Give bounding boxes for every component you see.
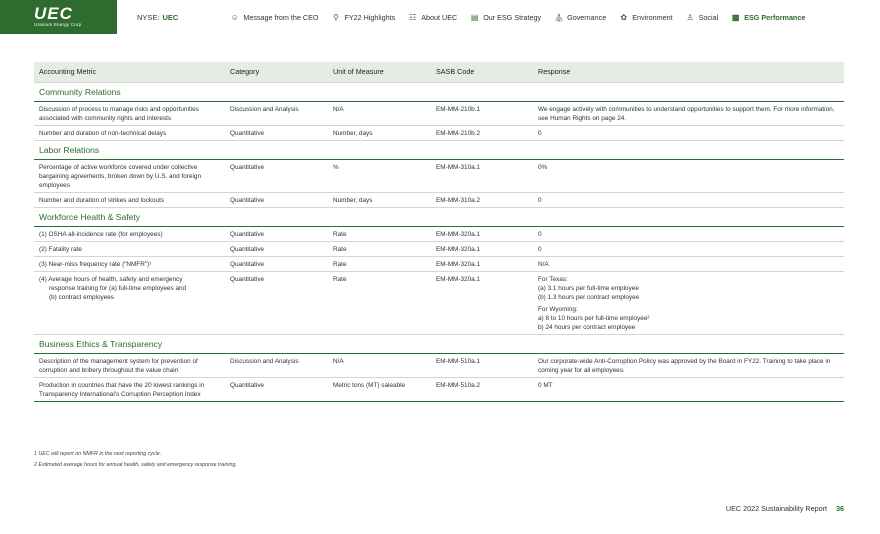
response-cell bbox=[533, 271, 844, 334]
response-cell: Our corporate-wide Anti-Corruption Policy was approved by the Board in FY22. Training to take place in coming year for all employees. bbox=[538, 357, 831, 374]
unit-cell: Rate bbox=[328, 271, 431, 334]
main-nav bbox=[230, 13, 805, 22]
nav-label: Governance bbox=[567, 12, 607, 22]
nav-label: About UEC bbox=[421, 12, 458, 22]
leaf-icon: ✿ bbox=[620, 12, 628, 22]
code-cell: EM-MM-210b.1 bbox=[436, 105, 481, 113]
response-cell: We engage actively with communities to understand opportunities to support them. For more information, see Human Rights on page 24. bbox=[538, 105, 835, 122]
header-sasb-code: SASB Code bbox=[431, 62, 533, 82]
response-line: b) 24 hours per contract employee bbox=[538, 323, 636, 331]
nav-item-esg-strategy[interactable] bbox=[470, 13, 541, 22]
section-title: Workforce Health & Safety bbox=[34, 207, 844, 226]
nav-label: FY22 Highlights bbox=[344, 12, 396, 22]
logo-mark: UEC bbox=[34, 4, 73, 23]
ceo-icon: ☺ bbox=[230, 12, 239, 22]
header-unit-of-measure: Unit of Measure bbox=[328, 62, 431, 82]
response-cell: N/A bbox=[533, 256, 844, 271]
metric-cell: Description of the management system for prevention of corruption and bribery throughout the value chain bbox=[39, 357, 198, 374]
table-row bbox=[34, 256, 844, 271]
nav-item-environment[interactable] bbox=[619, 13, 672, 22]
metric-cell: Percentage of active workforce covered under collective bargaining agreements, broken down by U.S. and foreign employees bbox=[39, 163, 201, 189]
table-row bbox=[34, 353, 844, 377]
company-logo[interactable] bbox=[0, 0, 117, 34]
response-cell: 0 bbox=[538, 230, 542, 238]
code-cell: EM-MM-310a.1 bbox=[436, 163, 481, 171]
table-row bbox=[34, 159, 844, 192]
footnotes bbox=[34, 451, 237, 473]
sasb-metrics-table bbox=[34, 62, 844, 402]
section-workforce-health-safety bbox=[34, 207, 844, 226]
code-cell: EM-MM-320a.1 bbox=[431, 241, 533, 256]
unit-cell: Number, days bbox=[328, 192, 431, 207]
code-cell: EM-MM-320a.1 bbox=[431, 271, 533, 334]
response-cell: 0 bbox=[533, 192, 844, 207]
category-cell: Quantitative bbox=[225, 377, 328, 401]
metric-cell: (1) OSHA all-incidence rate (for employees) bbox=[39, 230, 163, 238]
response-cell: 0 MT bbox=[533, 377, 844, 401]
metric-cell: Production in countries that have the 20 lowest rankings in Transparency International's Corruption Perception Index bbox=[34, 377, 225, 401]
section-title: Business Ethics & Transparency bbox=[34, 334, 844, 353]
code-cell: EM-MM-320a.1 bbox=[431, 256, 533, 271]
response-line: a) 8 to 10 hours per full-time employee² bbox=[538, 314, 650, 322]
metric-cell: (3) Near-miss frequency rate (“NMFR”)¹ bbox=[34, 256, 225, 271]
nav-item-about[interactable] bbox=[408, 13, 457, 22]
unit-cell: N/A bbox=[333, 357, 344, 365]
nav-item-ceo-message[interactable] bbox=[230, 13, 318, 22]
category-cell: Quantitative bbox=[225, 271, 328, 334]
category-cell: Discussion and Analysis bbox=[230, 357, 299, 365]
response-cell: 0 bbox=[533, 125, 844, 140]
category-cell: Quantitative bbox=[225, 241, 328, 256]
response-cell: 0 bbox=[533, 241, 844, 256]
logo-subtitle: Uranium Energy Corp bbox=[34, 22, 82, 27]
response-cell: 0% bbox=[538, 163, 548, 171]
nav-label: Our ESG Strategy bbox=[483, 12, 542, 22]
table-row bbox=[34, 241, 844, 256]
header-response: Response bbox=[533, 62, 844, 82]
document-icon: ▤ bbox=[470, 12, 479, 22]
table-row bbox=[34, 125, 844, 140]
unit-cell: Rate bbox=[333, 230, 347, 238]
table-row bbox=[34, 377, 844, 401]
metric-cell: Number and duration of strikes and lockouts bbox=[34, 192, 225, 207]
bar-chart-icon: ▩ bbox=[731, 12, 740, 22]
category-cell: Quantitative bbox=[230, 163, 265, 171]
metric-cell bbox=[34, 271, 225, 334]
person-icon: ♙ bbox=[686, 12, 694, 22]
table-row bbox=[34, 271, 844, 334]
header-category: Category bbox=[225, 62, 328, 82]
unit-cell: Rate bbox=[328, 241, 431, 256]
code-cell: EM-MM-310a.2 bbox=[431, 192, 533, 207]
unit-cell: Rate bbox=[328, 256, 431, 271]
building-icon: ⛪ bbox=[554, 12, 565, 22]
header-accounting-metric: Accounting Metric bbox=[34, 62, 225, 82]
nav-label: Environment bbox=[632, 12, 673, 22]
response-line: For Wyoming: bbox=[538, 305, 578, 313]
nav-item-governance[interactable] bbox=[554, 13, 606, 22]
unit-cell: Number, days bbox=[328, 125, 431, 140]
table-header-row bbox=[34, 62, 844, 82]
nav-label: ESG Performance bbox=[744, 12, 806, 22]
section-title: Community Relations bbox=[34, 82, 844, 101]
nav-item-esg-performance[interactable] bbox=[731, 13, 805, 22]
section-business-ethics bbox=[34, 334, 844, 353]
footnote-1: 1 UEC will report on NMFR in the next reporting cycle. bbox=[34, 451, 162, 457]
code-cell: EM-MM-320a.1 bbox=[436, 230, 481, 238]
unit-cell: Metric tons (MT) saleable bbox=[328, 377, 431, 401]
metric-cell: Number and duration of non-technical delays bbox=[34, 125, 225, 140]
metric-cell: (2) Fatality rate bbox=[34, 241, 225, 256]
code-cell: EM-MM-510a.1 bbox=[436, 357, 481, 365]
page-footer bbox=[726, 504, 844, 513]
category-cell: Quantitative bbox=[225, 256, 328, 271]
stock-ticker bbox=[137, 13, 178, 22]
code-cell: EM-MM-210b.2 bbox=[431, 125, 533, 140]
unit-cell: % bbox=[333, 163, 339, 171]
category-cell: Quantitative bbox=[225, 192, 328, 207]
top-bar bbox=[0, 0, 880, 34]
metric-cell: Discussion of process to manage risks and opportunities associated with community rights and interests bbox=[39, 105, 199, 122]
metric-line: (4) Average hours of health, safety and emergency bbox=[39, 275, 183, 283]
category-cell: Quantitative bbox=[225, 125, 328, 140]
response-line: (b) 1.3 hours per contract employee bbox=[538, 293, 640, 301]
ticker-exchange: NYSE: bbox=[137, 12, 160, 22]
report-title: UEC 2022 Sustainability Report bbox=[725, 504, 827, 513]
category-cell: Discussion and Analysis bbox=[230, 105, 299, 113]
metric-line: (b) contract employees bbox=[49, 293, 114, 301]
nav-item-highlights[interactable] bbox=[331, 13, 395, 22]
table-row bbox=[34, 226, 844, 241]
footnote-2: 2 Estimated average hours for annual health, safety and emergency response training. bbox=[34, 462, 237, 468]
nav-label: Message from the CEO bbox=[243, 12, 319, 22]
nav-label: Social bbox=[698, 12, 719, 22]
metric-line: response training for (a) full-time employees and bbox=[49, 284, 187, 292]
ticker-symbol: UEC bbox=[162, 12, 179, 22]
response-line: For Texas: bbox=[538, 275, 568, 283]
nav-item-social[interactable] bbox=[686, 13, 719, 22]
unit-cell: N/A bbox=[333, 105, 344, 113]
section-community-relations bbox=[34, 82, 844, 101]
code-cell: EM-MM-510a.2 bbox=[431, 377, 533, 401]
page-number: 36 bbox=[836, 504, 844, 513]
response-line: (a) 3.1 hours per full-time employee bbox=[538, 284, 639, 292]
section-labor-relations bbox=[34, 140, 844, 159]
org-chart-icon: ☷ bbox=[409, 12, 417, 22]
table-row bbox=[34, 101, 844, 125]
table-row bbox=[34, 192, 844, 207]
category-cell: Quantitative bbox=[230, 230, 265, 238]
lightbulb-icon: ⚲ bbox=[333, 12, 339, 22]
section-title: Labor Relations bbox=[34, 140, 844, 159]
